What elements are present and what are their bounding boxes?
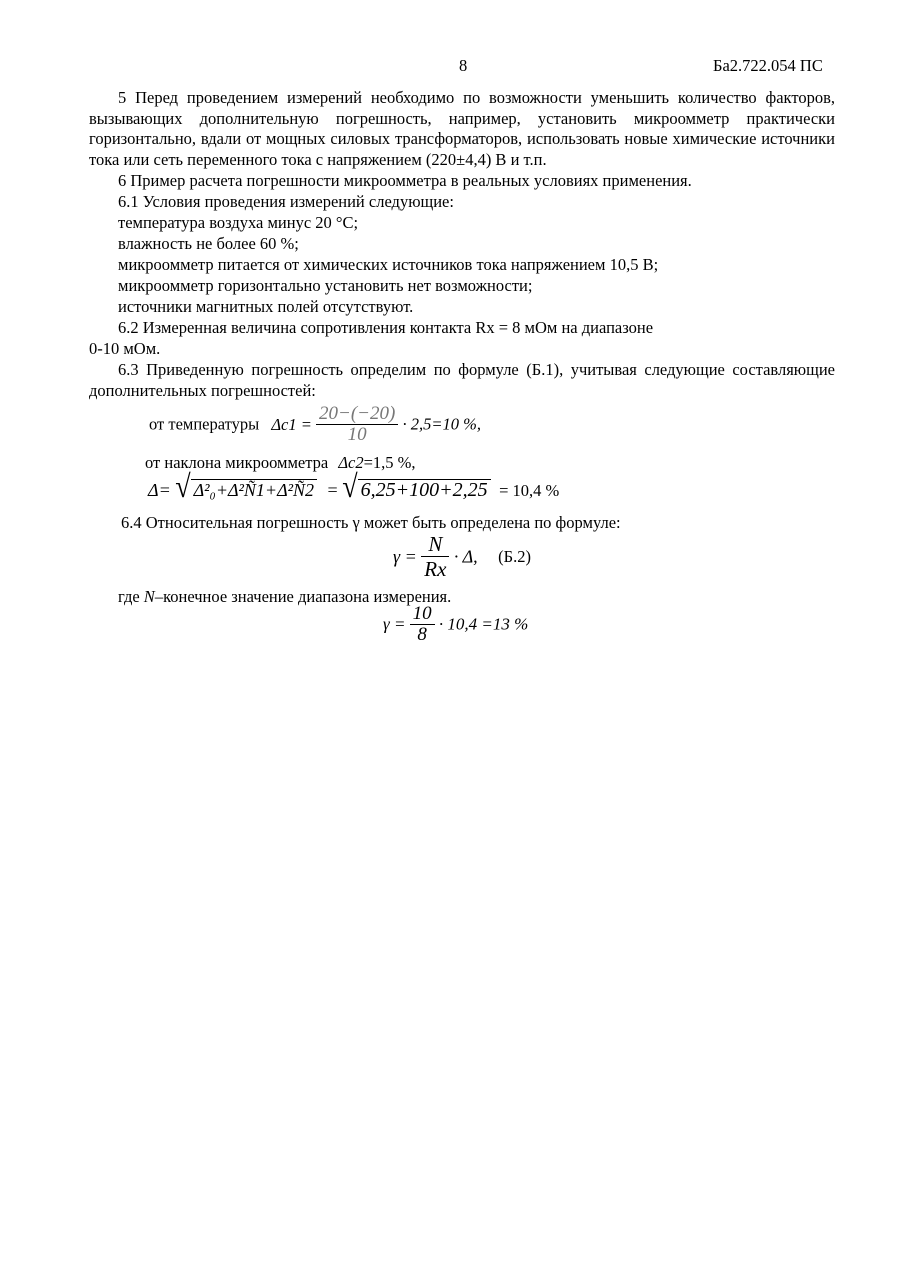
formula-tilt-lhs: Δc2 — [338, 453, 364, 472]
condition-item: источники магнитных полей отсутствуют. — [118, 297, 414, 316]
formula-result-fraction — [410, 604, 435, 645]
section-6-1-heading: 6.1 Условия проведения измерений следующие: — [118, 192, 454, 211]
formula-temperature-label: от температуры — [149, 414, 260, 434]
formula-total-eq: = — [327, 480, 338, 500]
formula-gamma-rhs: · Δ, — [453, 546, 478, 567]
section-6-4: 6.4 Относительная погрешность γ может быть определена по формуле: — [121, 513, 621, 532]
formula-result-lhs: γ = — [383, 614, 406, 634]
formula-result — [383, 604, 528, 645]
formula-total-radicand2: 6,25+100+2,25 — [358, 479, 491, 500]
section-6-2-line2: 0-10 мОм. — [89, 339, 161, 358]
formula-total-radicand1: Δ²₀+Δ²Ñ1+Δ²Ñ2 — [191, 479, 317, 500]
where-variable: N — [143, 587, 155, 606]
formula-temperature — [149, 404, 481, 450]
formula-temperature-denominator: 10 — [347, 424, 367, 445]
document-code: Ба2.722.054 ПС — [713, 56, 823, 75]
formula-gamma-lhs: γ = — [393, 546, 417, 567]
formula-gamma-denominator: Rx — [424, 557, 447, 581]
section-6-2-line1: 6.2 Измеренная величина сопротивления контакта Rx = 8 мОм на диапазоне — [118, 318, 654, 337]
formula-result-numerator: 10 — [410, 604, 435, 625]
condition-item: влажность не более 60 %; — [118, 234, 299, 253]
section-6-heading: 6 Пример расчета погрешности микроомметра в реальных условиях применения. — [118, 171, 692, 190]
sqrt-sign: √ — [175, 469, 191, 506]
formula-result-denominator: 8 — [417, 624, 427, 645]
formula-temperature-numerator: 20−(−20) — [316, 404, 398, 425]
sqrt-sign: √ — [342, 469, 358, 506]
formula-tilt-label: от наклона микроомметра — [145, 453, 329, 472]
where-prefix: где — [118, 587, 140, 606]
formula-temperature-lhs: Δc1 = — [271, 414, 312, 434]
condition-item: температура воздуха минус 20 °С; — [118, 213, 359, 232]
paragraph-5-text: 5 Перед проведением измерений необходимо по возможности уменьшить количество факторов, вызывающих дополнительную погрешность, например, установить микроомметр практически горизонтально, вдали от мощных силовых трансформаторов, использовать новые химические источники тока или сеть переменного тока с напряжением (220±4,4) В и т.п. — [89, 88, 835, 169]
page-number: 8 — [459, 56, 468, 75]
formula-result-rhs: · 10,4 =13 % — [438, 614, 529, 634]
formula-tilt-rhs: =1,5 %, — [363, 453, 416, 472]
section-6-3 — [89, 360, 835, 401]
condition-item: микроомметр питается от химических источников тока напряжением 10,5 В; — [118, 255, 659, 274]
formula-total — [148, 469, 560, 506]
formula-gamma-fraction — [421, 532, 449, 581]
formula-gamma-numerator: N — [421, 532, 449, 557]
where-text: –конечное значение диапазона измерения. — [154, 587, 452, 606]
formula-total-lhs: Δ= — [148, 480, 171, 500]
section-6-3-text: 6.3 Приведенную погрешность определим по формуле (Б.1), учитывая следующие составляющие дополнительных погрешностей: — [89, 360, 835, 400]
formula-gamma-tag: (Б.2) — [498, 546, 531, 566]
condition-item: микроомметр горизонтально установить нет возможности; — [118, 276, 533, 295]
paragraph-5 — [89, 88, 835, 170]
formula-gamma — [393, 532, 531, 581]
formula-total-result: = 10,4 % — [499, 481, 560, 500]
formula-temperature-fraction — [316, 404, 398, 445]
formula-temperature-rhs: · 2,5=10 %, — [402, 414, 481, 434]
